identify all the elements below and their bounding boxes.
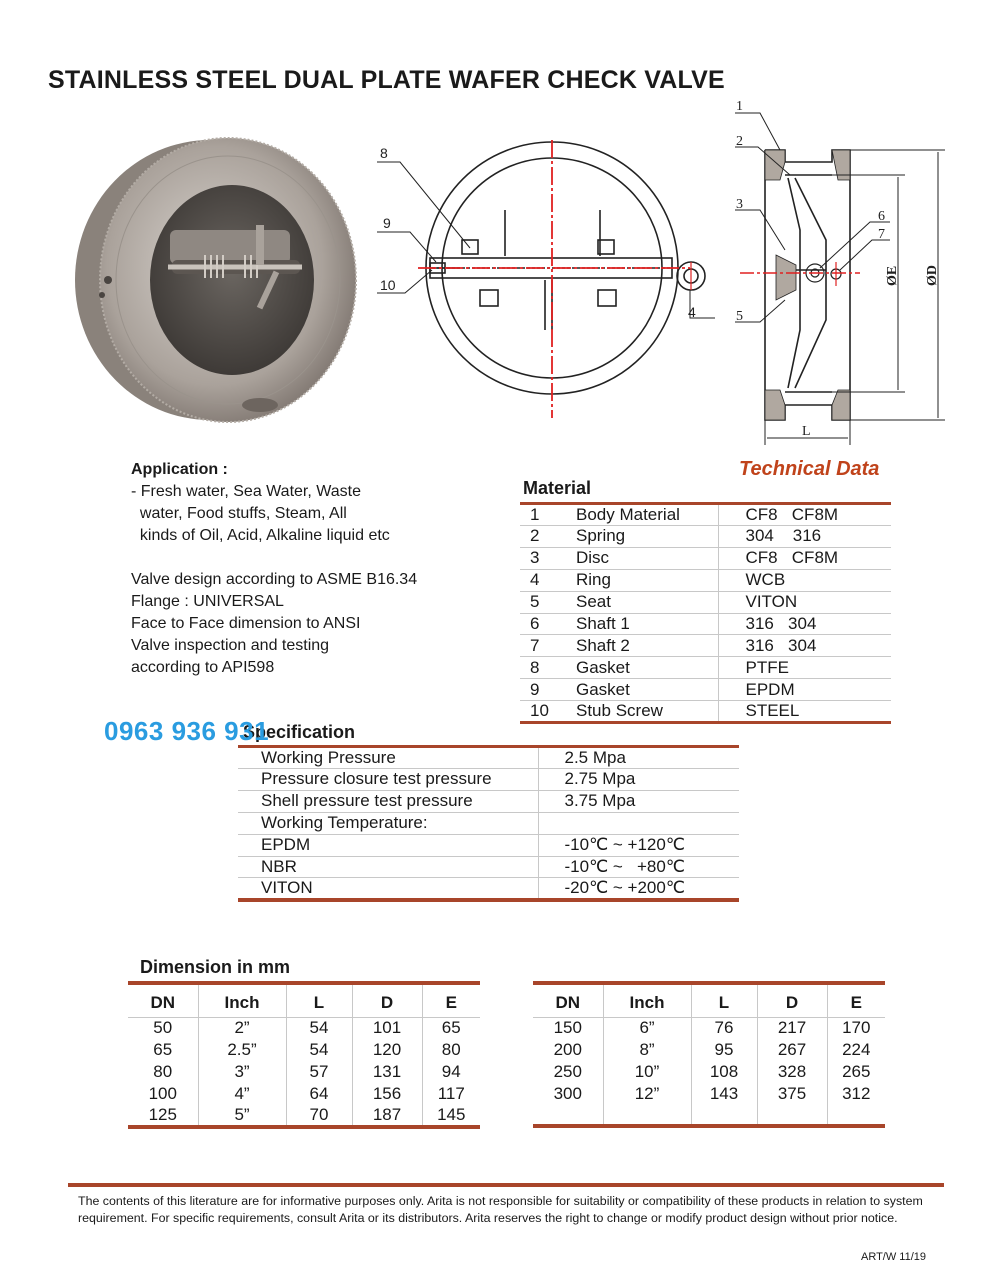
dimension-cell: 2.5”	[198, 1039, 286, 1061]
design-line: according to API598	[131, 659, 275, 676]
dimension-cell: 4”	[198, 1083, 286, 1105]
application-line: water, Food stuffs, Steam, All	[131, 505, 347, 522]
dimension-column-header: E	[422, 983, 480, 1017]
spec-row	[238, 747, 739, 769]
dimension-cell: 6”	[603, 1017, 691, 1039]
spec-value: 3.75 Mpa	[538, 790, 739, 812]
section-view-drawing	[720, 95, 990, 455]
spec-label: EPDM	[238, 834, 538, 856]
spec-value: -10℃ ~ +120℃	[538, 834, 739, 856]
dim-e-label: ØE	[885, 265, 900, 286]
dimension-cell: 64	[286, 1083, 352, 1105]
dimension-cell: 54	[286, 1017, 352, 1039]
dimension-cell: 125	[128, 1105, 198, 1127]
material-part: Gasket	[576, 657, 718, 679]
spec-row	[238, 856, 739, 878]
dimension-cell	[533, 1105, 603, 1127]
valve-photo	[60, 130, 360, 430]
material-row	[520, 657, 891, 679]
material-number: 7	[520, 635, 576, 657]
material-value: VITON	[718, 591, 891, 613]
material-value: 304 316	[718, 526, 891, 548]
callout-5: 5	[736, 309, 743, 324]
dimension-cell: 143	[691, 1083, 757, 1105]
dimension-cell: 156	[352, 1083, 422, 1105]
disclaimer: The contents of this literature are for informative purposes only. Arita is not responsible for suitability or compatibility of these products in relation to system requirement. For specific requirements, consult Arita or its distributors. Arita reserves the right to change or modify product design without prior notice.	[78, 1194, 923, 1225]
dimension-row	[533, 1105, 885, 1127]
dimension-row	[533, 1017, 885, 1039]
material-number: 3	[520, 547, 576, 569]
material-row	[520, 547, 891, 569]
callout-7: 7	[878, 227, 885, 242]
spec-label: Pressure closure test pressure	[238, 769, 538, 791]
design-line: Flange : UNIVERSAL	[131, 593, 284, 610]
material-value: CF8 CF8M	[718, 504, 891, 526]
material-table	[520, 502, 891, 724]
material-part: Shaft 1	[576, 613, 718, 635]
phone-number: 0963 936 931	[104, 716, 270, 746]
dimension-cell	[691, 1105, 757, 1127]
application-line: kinds of Oil, Acid, Alkaline liquid etc	[131, 527, 390, 544]
footer-divider	[68, 1183, 944, 1187]
dimension-row	[533, 1083, 885, 1105]
spec-label: VITON	[238, 878, 538, 901]
dimension-column-header: D	[352, 983, 422, 1017]
dimension-cell: 65	[441, 1018, 461, 1038]
callout-1: 1	[736, 99, 743, 114]
dimension-cell: 54	[286, 1039, 352, 1061]
dimension-cell: 200	[533, 1039, 603, 1061]
dimension-cell: 375	[757, 1083, 827, 1105]
page-title: STAINLESS STEEL DUAL PLATE WAFER CHECK VALVE	[48, 66, 725, 94]
dimension-cell: 12”	[603, 1083, 691, 1105]
dimension-row	[128, 1017, 480, 1039]
spec-row	[238, 769, 739, 791]
dimension-row	[128, 1061, 480, 1083]
spec-row	[238, 834, 739, 856]
dimension-cell: 187	[352, 1105, 422, 1127]
dimension-column-header: L	[691, 983, 757, 1017]
dimension-cell: 76	[691, 1017, 757, 1039]
dimension-cell: 50	[128, 1017, 198, 1039]
dimension-cell: 108	[691, 1061, 757, 1083]
material-number: 4	[520, 569, 576, 591]
dimension-table-right	[533, 981, 885, 1128]
spec-label: Working Temperature:	[238, 812, 538, 834]
spec-value: 2.5 Mpa	[538, 747, 739, 769]
dimension-column-header: L	[286, 983, 352, 1017]
spec-row	[238, 878, 739, 901]
dimension-column-header: Inch	[198, 983, 286, 1017]
callout-10: 10	[380, 277, 396, 293]
material-part: Disc	[576, 547, 718, 569]
design-line: Valve design according to ASME B16.34	[131, 571, 418, 588]
dimension-cell: 10”	[603, 1061, 691, 1083]
material-row	[520, 613, 891, 635]
dimension-cell: 95	[691, 1039, 757, 1061]
material-row	[520, 569, 891, 591]
spec-value: -10℃ ~ +80℃	[538, 856, 739, 878]
dimension-cell: 3”	[198, 1061, 286, 1083]
dimension-row	[533, 1061, 885, 1083]
material-value: WCB	[718, 569, 891, 591]
dimension-column-header: DN	[128, 983, 198, 1017]
dimension-cell: 70	[286, 1105, 352, 1127]
dimension-column-header: DN	[533, 983, 603, 1017]
dimension-cell: 117	[437, 1083, 465, 1103]
material-number: 8	[520, 657, 576, 679]
material-number: 1	[520, 504, 576, 526]
dimension-heading: Dimension in mm	[140, 957, 291, 977]
material-row	[520, 504, 891, 526]
material-row	[520, 526, 891, 548]
callout-3: 3	[736, 197, 743, 212]
dimension-cell: 65	[128, 1039, 198, 1061]
material-number: 6	[520, 613, 576, 635]
specification-heading: Specification	[243, 722, 356, 742]
material-row	[520, 701, 891, 723]
material-part: Stub Screw	[576, 701, 718, 723]
callout-4: 4	[688, 304, 696, 320]
dimension-cell: 170	[842, 1018, 871, 1038]
dimension-cell: 80	[441, 1039, 461, 1059]
dimension-cell: 250	[533, 1061, 603, 1083]
dimension-cell: 300	[533, 1083, 603, 1105]
dimension-row	[128, 1105, 480, 1127]
dimension-cell: 5”	[198, 1105, 286, 1127]
callout-2: 2	[736, 134, 743, 149]
dimension-cell: 120	[352, 1039, 422, 1061]
dimension-cell: 101	[352, 1017, 422, 1039]
front-view-drawing	[370, 140, 720, 440]
spec-row	[238, 790, 739, 812]
material-part: Spring	[576, 526, 718, 548]
material-row	[520, 591, 891, 613]
material-part: Shaft 2	[576, 635, 718, 657]
application-section	[131, 459, 471, 679]
application-heading: Application :	[131, 461, 228, 478]
design-line: Face to Face dimension to ANSI	[131, 615, 361, 632]
dimension-cell: 131	[352, 1061, 422, 1083]
material-number: 10	[530, 701, 549, 721]
specification-table	[238, 745, 739, 902]
callout-9: 9	[383, 215, 391, 231]
dimension-cell: 265	[842, 1061, 871, 1081]
dimension-cell: 224	[842, 1039, 871, 1059]
spec-label: Working Pressure	[238, 747, 538, 769]
material-number: 9	[520, 679, 576, 701]
dimension-cell: 80	[128, 1061, 198, 1083]
spec-label: Shell pressure test pressure	[238, 790, 538, 812]
material-heading: Material	[523, 478, 592, 498]
dimension-row	[533, 1039, 885, 1061]
material-value: 316 304	[718, 635, 891, 657]
dimension-table-left	[128, 981, 480, 1129]
material-number: 2	[520, 526, 576, 548]
material-value: PTFE	[718, 657, 891, 679]
material-value: STEEL	[745, 701, 800, 721]
technical-data-title: Technical Data	[739, 458, 880, 480]
material-value: CF8 CF8M	[718, 547, 891, 569]
dimension-cell: 145	[437, 1104, 466, 1124]
material-part: Ring	[576, 569, 718, 591]
dimension-cell: 8”	[603, 1039, 691, 1061]
material-row	[520, 635, 891, 657]
dimension-cell: 2”	[198, 1017, 286, 1039]
callout-8: 8	[380, 145, 388, 161]
dimension-cell: 94	[441, 1061, 461, 1081]
material-row	[520, 679, 891, 701]
dimension-cell: 150	[533, 1017, 603, 1039]
spec-value: 2.75 Mpa	[538, 769, 739, 791]
dimension-cell: 267	[757, 1039, 827, 1061]
dimension-cell: 57	[286, 1061, 352, 1083]
dim-l-label: L	[802, 424, 811, 439]
dimension-column-header: D	[757, 983, 827, 1017]
dimension-cell	[827, 1105, 885, 1127]
spec-value: -20℃ ~ +200℃	[564, 878, 685, 898]
dimension-cell: 217	[757, 1017, 827, 1039]
dimension-row	[128, 1083, 480, 1105]
material-value: EPDM	[718, 679, 891, 701]
spec-value	[538, 812, 739, 834]
dimension-column-header: Inch	[603, 983, 691, 1017]
application-line: - Fresh water, Sea Water, Waste	[131, 483, 361, 500]
dimension-cell	[603, 1105, 691, 1127]
dimension-cell: 100	[128, 1083, 198, 1105]
material-part: Body Material	[576, 504, 718, 526]
material-part: Seat	[576, 591, 718, 613]
dim-d-label: ØD	[925, 265, 940, 286]
document-code: ART/W 11/19	[861, 1251, 927, 1263]
material-value: 316 304	[718, 613, 891, 635]
dimension-column-header: E	[827, 983, 885, 1017]
callout-6: 6	[878, 209, 885, 224]
dimension-cell: 328	[757, 1061, 827, 1083]
spec-label: NBR	[238, 856, 538, 878]
material-part: Gasket	[576, 679, 718, 701]
material-number: 5	[520, 591, 576, 613]
dimension-cell	[757, 1105, 827, 1127]
dimension-row	[128, 1039, 480, 1061]
dimension-cell: 312	[842, 1083, 871, 1103]
spec-row	[238, 812, 739, 834]
design-line: Valve inspection and testing	[131, 637, 330, 654]
